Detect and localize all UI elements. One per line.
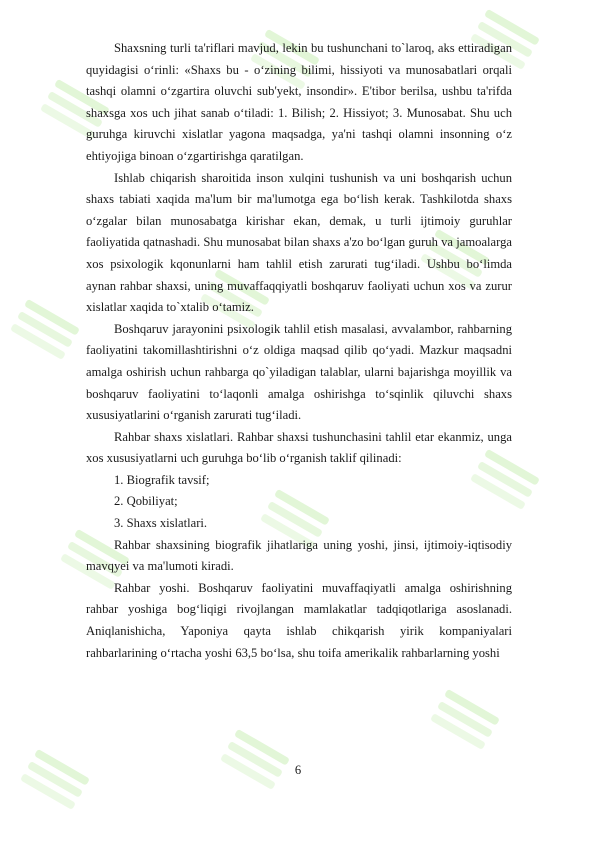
watermark-mark bbox=[430, 689, 500, 750]
watermark-stroke bbox=[437, 701, 493, 738]
watermark-mark bbox=[20, 749, 90, 810]
paragraph: Rahbar shaxsining biografik jihatlariga uning yoshi, jinsi, ijtimoiy-iqtisodiy mavqyei va ma'lumoti kiradi. bbox=[86, 537, 512, 574]
paragraph: Boshqaruv jarayonini psixologik tahlil etish masalasi, avvalambor, rahbarning faoliyatini takomillashtirishni o‘z oldiga maqsad qilib qo‘yadi. Mazkur maqsadni amalga oshirish uchun rahbarga qo`yiladigan talablar, ularni bajarishga moyillik va boshqaruv faoliyatini to‘laqonli amalga oshirishga to‘sqinlik qiluvchi shaxs xususiyatlarini o‘rganish zarurati tug‘iladi. bbox=[86, 321, 512, 423]
watermark-stroke bbox=[234, 729, 290, 766]
paragraph: Rahbar shaxs xislatlari. Rahbar shaxsi tushunchasini tahlil etar ekanmiz, unga xos xususiyatlarni uch guruhga bo‘lib o‘rganish taklif qilinadi: bbox=[86, 429, 512, 466]
list-item: 1. Biografik tavsif; bbox=[114, 472, 210, 487]
page-number: 6 bbox=[294, 763, 302, 777]
watermark-mark bbox=[220, 729, 290, 790]
watermark-stroke bbox=[444, 689, 500, 726]
paragraph: Rahbar yoshi. Boshqaruv faoliyatini muvaffaqiyatli amalga oshirishning rahbar yoshiga bog‘liqigi rivojlangan mamlakatlar tadqiqotlariga asoslanadi. Aniqlanishicha, Yaponiya qayta ishlab chikqarish yirik kompaniyalari rahbarlarining o‘rtacha yoshi 63,5 bo‘lsa, shu toifa amerikalik rahbarlarning yoshi bbox=[86, 580, 512, 660]
paragraph: Shaxsning turli ta'riflari mavjud, lekin bu tushunchani to`laroq, aks ettiradigan quyidagisi o‘rinli: «Shaxs bu - o‘zining bilimi, hissiyoti va munosabatlari orqali tashqi olamni o‘zgartira oluvchi sub'yekt, insondir». E'tibor berilsa, ushbu ta'rifda shaxsga xos uch jihat sanab o‘tiladi: 1. Bilish; 2. Hissiyot; 3. Munosabat. Shu uch guruhga kiruvchi xislatlar yagona maqsadga, ya'ni tashqi olamni insonning o‘z ehtiyojiga binoan o‘zgartirishga qaratilgan. bbox=[86, 41, 512, 163]
watermark-stroke bbox=[17, 311, 73, 348]
paragraph: Ishlab chiqarish sharoitida inson xulqini tushunish va uni boshqarish uchun shaxs tabiati xaqida ma'lum bir ma'lumotga ega bo‘lish kerak. Tashkilotda shaxs o‘zgalar bilan munosabatga kirishar ekan, demak, u turli ijtimoiy guruhlar faoliyatida qatnashadi. Shu munosabat bilan shaxs a'zo bo‘lgan guruh va jamoalarga xos psixologik kqonunlarni ham tahlil etish zarurati tug‘iladi. Ushbu bo‘limda aynan rahbar shaxsi, uning muvaffaqqiyatli boshqaruv faoliyati uchun xos va zurur xislatlar xaqida to`xtalib o‘tamiz. bbox=[86, 170, 512, 315]
watermark-stroke bbox=[430, 713, 486, 750]
list-item: 2. Qobiliyat; bbox=[114, 494, 178, 509]
watermark-mark bbox=[10, 299, 80, 360]
watermark-stroke bbox=[24, 299, 80, 336]
watermark-stroke bbox=[20, 773, 76, 810]
document-page bbox=[86, 38, 512, 664]
list-item: 3. Shaxs xislatlari. bbox=[114, 516, 208, 531]
watermark-stroke bbox=[10, 323, 66, 360]
